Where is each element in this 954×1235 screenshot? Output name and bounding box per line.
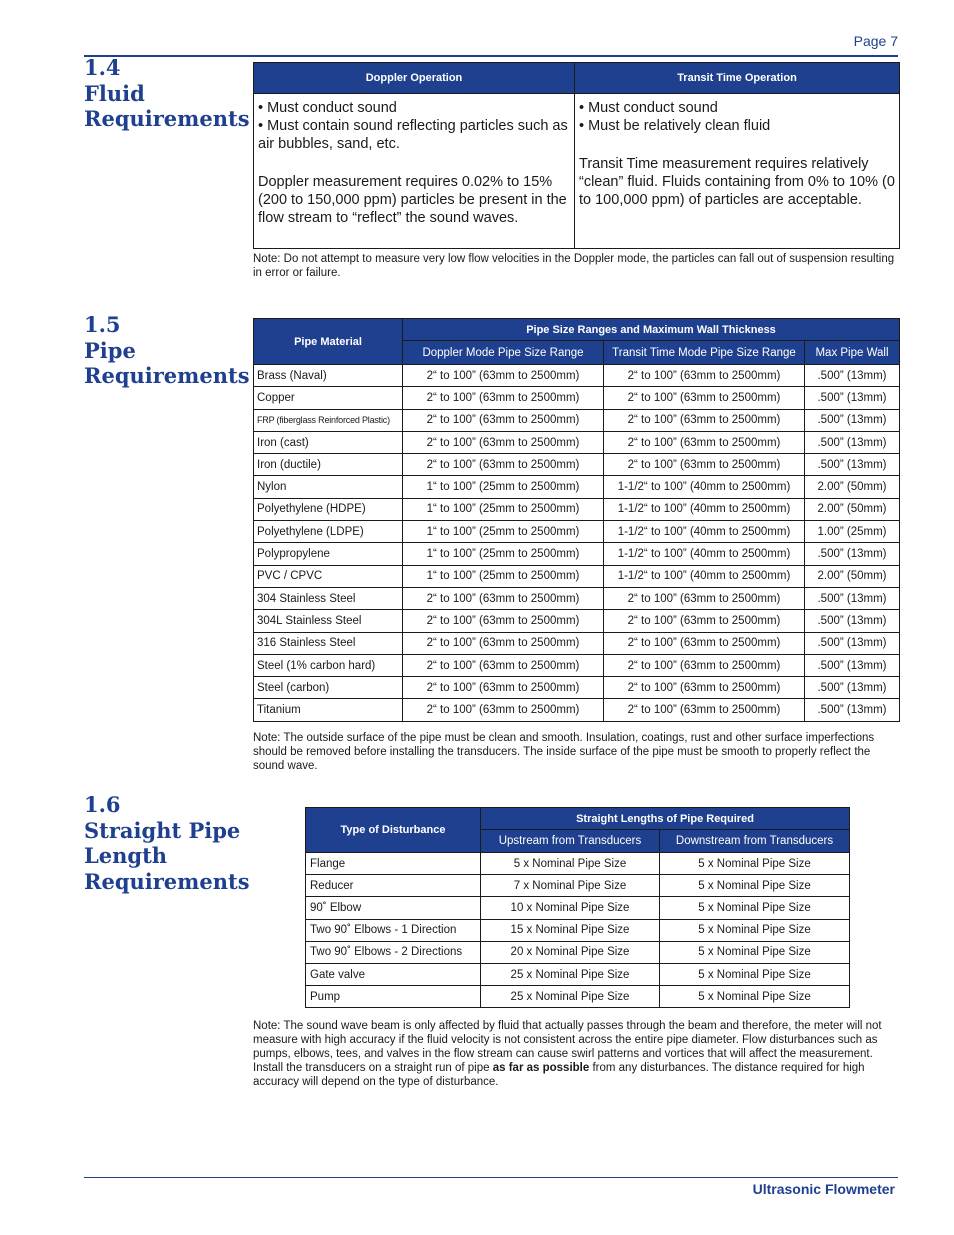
table-row [254, 454, 900, 476]
transit-range-cell: 1-1/2“ to 100” (40mm to 2500mm) [604, 476, 805, 498]
table-row [306, 986, 850, 1008]
footer-title: Ultrasonic Flowmeter [752, 1181, 895, 1197]
disturbance-type-cell: Flange [306, 853, 481, 875]
max-wall-cell: .500” (13mm) [805, 543, 900, 565]
max-wall-cell: .500” (13mm) [805, 654, 900, 676]
header-doppler-operation: Doppler Operation [254, 63, 575, 94]
upstream-length-cell: 10 x Nominal Pipe Size [481, 897, 660, 919]
max-wall-cell: .500” (13mm) [805, 365, 900, 387]
doppler-range-cell: 1“ to 100” (25mm to 2500mm) [403, 498, 604, 520]
table-row [306, 919, 850, 941]
max-wall-cell: 2.00” (50mm) [805, 476, 900, 498]
table-row [254, 565, 900, 587]
disturbance-type-cell: Gate valve [306, 963, 481, 985]
pipe-material-cell: Iron (cast) [254, 431, 403, 453]
section-1-4-title: 1.4 Fluid Requirements [84, 55, 250, 131]
disturbance-type-cell: Reducer [306, 875, 481, 897]
max-wall-cell: .500” (13mm) [805, 610, 900, 632]
doppler-range-cell: 2“ to 100” (63mm to 2500mm) [403, 587, 604, 609]
section-1-5-title: 1.5 Pipe Requirements [84, 312, 250, 388]
table-row [254, 476, 900, 498]
upstream-length-cell: 20 x Nominal Pipe Size [481, 941, 660, 963]
table-row [254, 365, 900, 387]
pipe-material-cell: PVC / CPVC [254, 565, 403, 587]
transit-range-cell: 2“ to 100” (63mm to 2500mm) [604, 610, 805, 632]
doppler-range-cell: 1“ to 100” (25mm to 2500mm) [403, 476, 604, 498]
doppler-range-cell: 1“ to 100” (25mm to 2500mm) [403, 565, 604, 587]
pipe-material-cell: Steel (1% carbon hard) [254, 654, 403, 676]
transit-range-cell: 2“ to 100” (63mm to 2500mm) [604, 409, 805, 431]
table-row [306, 941, 850, 963]
header-transit-time-operation: Transit Time Operation [575, 63, 900, 94]
doppler-range-cell: 2“ to 100” (63mm to 2500mm) [403, 387, 604, 409]
table-row [254, 587, 900, 609]
disturbance-type-cell: Two 90˚ Elbows - 2 Directions [306, 941, 481, 963]
max-wall-cell: 2.00” (50mm) [805, 498, 900, 520]
upstream-length-cell: 25 x Nominal Pipe Size [481, 963, 660, 985]
upstream-length-cell: 7 x Nominal Pipe Size [481, 875, 660, 897]
transit-range-cell: 2“ to 100” (63mm to 2500mm) [604, 454, 805, 476]
header-transit-range: Transit Time Mode Pipe Size Range [604, 341, 805, 365]
transit-requirements-cell: • Must conduct sound • Must be relatively clean fluid Transit Time measurement requires relatively “clean” fluid. Fluids containing from 0% to 10% (0 to 100,000 ppm) of particles are acceptable. [575, 94, 900, 249]
max-wall-cell: .500” (13mm) [805, 587, 900, 609]
max-wall-cell: .500” (13mm) [805, 454, 900, 476]
fluid-note: Note: Do not attempt to measure very low flow velocities in the Doppler mode, the particles can fall out of suspension resulting in error or failure. [253, 253, 895, 279]
upstream-length-cell: 15 x Nominal Pipe Size [481, 919, 660, 941]
max-wall-cell: 1.00” (25mm) [805, 521, 900, 543]
max-wall-cell: .500” (13mm) [805, 677, 900, 699]
table-row [254, 610, 900, 632]
pipe-material-cell: Nylon [254, 476, 403, 498]
doppler-range-cell: 2“ to 100” (63mm to 2500mm) [403, 454, 604, 476]
max-wall-cell: 2.00” (50mm) [805, 565, 900, 587]
table-row [254, 543, 900, 565]
disturbance-table-body [306, 853, 850, 1008]
page-number: Page 7 [853, 33, 898, 49]
downstream-length-cell: 5 x Nominal Pipe Size [660, 963, 850, 985]
doppler-range-cell: 2“ to 100” (63mm to 2500mm) [403, 610, 604, 632]
straight-pipe-table [305, 807, 850, 1008]
table-row [254, 431, 900, 453]
doppler-requirements-cell: • Must conduct sound • Must contain sound reflecting particles such as air bubbles, sand, etc. Doppler measurement requires 0.02% to 15% (200 to 150,000 ppm) particles be present in the flow stream to “reflect” the sound waves. [254, 94, 575, 249]
table-row [254, 632, 900, 654]
doppler-range-cell: 1“ to 100” (25mm to 2500mm) [403, 521, 604, 543]
upstream-length-cell: 25 x Nominal Pipe Size [481, 986, 660, 1008]
pipe-material-cell: Polyethylene (HDPE) [254, 498, 403, 520]
table-row [254, 699, 900, 721]
pipe-material-cell: 304L Stainless Steel [254, 610, 403, 632]
transit-range-cell: 2“ to 100” (63mm to 2500mm) [604, 677, 805, 699]
pipe-requirements-table [253, 318, 900, 722]
max-wall-cell: .500” (13mm) [805, 431, 900, 453]
max-wall-cell: .500” (13mm) [805, 387, 900, 409]
straight-pipe-note: Note: The sound wave beam is only affected by fluid that actually passes through the beam and therefore, the meter will not measure with high accuracy if the fluid velocity is not consistent across the entire pipe diameter. Flow disturbances such as pumps, elbows, tees, and valves in the flow stream can cause swirl patterns and vortices that will affect the measurement. Install the transducers on a straight run of pipe as far as possible from any disturbances. The distance required for high accuracy will depend on the type of disturbance. [253, 1020, 882, 1088]
table-row [254, 654, 900, 676]
header-straight-lengths: Straight Lengths of Pipe Required [481, 808, 850, 830]
table-row [306, 875, 850, 897]
transit-range-cell: 2“ to 100” (63mm to 2500mm) [604, 387, 805, 409]
disturbance-type-cell: Two 90˚ Elbows - 1 Direction [306, 919, 481, 941]
disturbance-type-cell: 90˚ Elbow [306, 897, 481, 919]
table-row [306, 853, 850, 875]
pipe-material-cell: Iron (ductile) [254, 454, 403, 476]
header-doppler-range: Doppler Mode Pipe Size Range [403, 341, 604, 365]
table-row [306, 897, 850, 919]
max-wall-cell: .500” (13mm) [805, 632, 900, 654]
doppler-range-cell: 2“ to 100” (63mm to 2500mm) [403, 654, 604, 676]
fluid-requirements-table [253, 62, 900, 249]
transit-range-cell: 2“ to 100” (63mm to 2500mm) [604, 431, 805, 453]
header-upstream: Upstream from Transducers [481, 830, 660, 853]
max-wall-cell: .500” (13mm) [805, 409, 900, 431]
pipe-material-cell: 316 Stainless Steel [254, 632, 403, 654]
section-1-6-title: 1.6 Straight Pipe Length Requirements [84, 792, 250, 894]
downstream-length-cell: 5 x Nominal Pipe Size [660, 897, 850, 919]
header-downstream: Downstream from Transducers [660, 830, 850, 853]
disturbance-type-cell: Pump [306, 986, 481, 1008]
downstream-length-cell: 5 x Nominal Pipe Size [660, 986, 850, 1008]
table-row [254, 387, 900, 409]
header-type-of-disturbance: Type of Disturbance [306, 808, 481, 853]
table-row [254, 677, 900, 699]
table-row [254, 521, 900, 543]
doppler-range-cell: 2“ to 100” (63mm to 2500mm) [403, 365, 604, 387]
doppler-range-cell: 1“ to 100” (25mm to 2500mm) [403, 543, 604, 565]
transit-range-cell: 2“ to 100” (63mm to 2500mm) [604, 587, 805, 609]
pipe-note: Note: The outside surface of the pipe must be clean and smooth. Insulation, coatings, rust and other surface imperfections should be removed before installing the transducers. The inside surface of the pipe must be smooth to properly reflect the sound wave. [253, 732, 875, 772]
transit-range-cell: 1-1/2“ to 100” (40mm to 2500mm) [604, 565, 805, 587]
transit-range-cell: 2“ to 100” (63mm to 2500mm) [604, 632, 805, 654]
transit-range-cell: 1-1/2“ to 100” (40mm to 2500mm) [604, 498, 805, 520]
downstream-length-cell: 5 x Nominal Pipe Size [660, 919, 850, 941]
table-row [306, 963, 850, 985]
pipe-material-cell: Titanium [254, 699, 403, 721]
doppler-range-cell: 2“ to 100” (63mm to 2500mm) [403, 677, 604, 699]
footer-rule [84, 1177, 898, 1178]
header-max-wall: Max Pipe Wall [805, 341, 900, 365]
max-wall-cell: .500” (13mm) [805, 699, 900, 721]
pipe-table-body [254, 365, 900, 722]
upstream-length-cell: 5 x Nominal Pipe Size [481, 853, 660, 875]
doppler-range-cell: 2“ to 100” (63mm to 2500mm) [403, 632, 604, 654]
downstream-length-cell: 5 x Nominal Pipe Size [660, 875, 850, 897]
transit-range-cell: 2“ to 100” (63mm to 2500mm) [604, 699, 805, 721]
table-row [254, 409, 900, 431]
doppler-range-cell: 2“ to 100” (63mm to 2500mm) [403, 409, 604, 431]
pipe-material-cell: Polyethylene (LDPE) [254, 521, 403, 543]
pipe-material-cell: Brass (Naval) [254, 365, 403, 387]
pipe-material-cell: Copper [254, 387, 403, 409]
transit-range-cell: 1-1/2“ to 100” (40mm to 2500mm) [604, 521, 805, 543]
transit-range-cell: 2“ to 100” (63mm to 2500mm) [604, 365, 805, 387]
transit-range-cell: 1-1/2“ to 100” (40mm to 2500mm) [604, 543, 805, 565]
pipe-material-cell: FRP (fiberglass Reinforced Plastic) [254, 409, 403, 431]
doppler-range-cell: 2“ to 100” (63mm to 2500mm) [403, 699, 604, 721]
transit-range-cell: 2“ to 100” (63mm to 2500mm) [604, 654, 805, 676]
downstream-length-cell: 5 x Nominal Pipe Size [660, 853, 850, 875]
pipe-material-cell: Polypropylene [254, 543, 403, 565]
pipe-material-cell: Steel (carbon) [254, 677, 403, 699]
header-pipe-size-ranges: Pipe Size Ranges and Maximum Wall Thickness [403, 319, 900, 341]
doppler-range-cell: 2“ to 100” (63mm to 2500mm) [403, 431, 604, 453]
header-pipe-material: Pipe Material [254, 319, 403, 365]
downstream-length-cell: 5 x Nominal Pipe Size [660, 941, 850, 963]
pipe-material-cell: 304 Stainless Steel [254, 587, 403, 609]
table-row [254, 498, 900, 520]
